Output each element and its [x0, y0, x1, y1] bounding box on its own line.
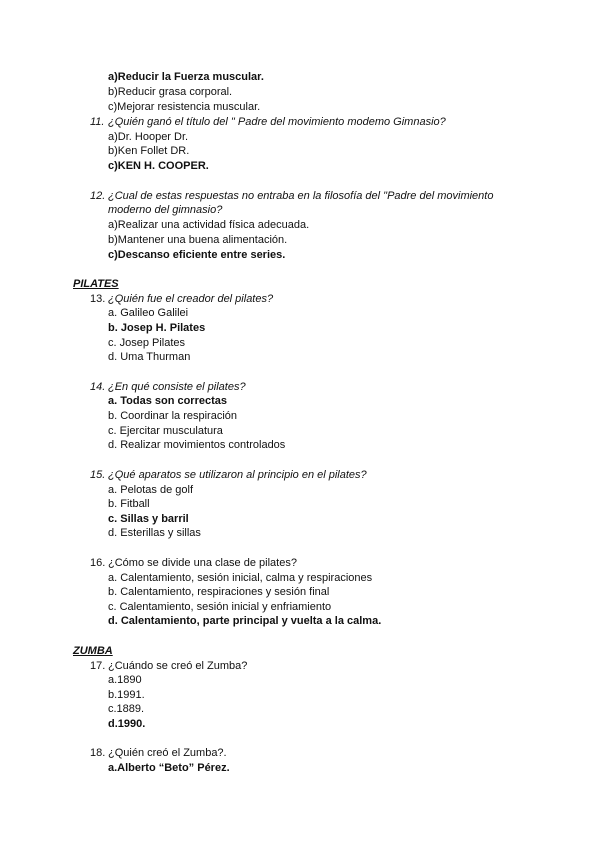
answer-option-correct: d.1990. — [108, 718, 146, 730]
answer-option: a. Galileo Galilei — [108, 307, 189, 319]
answer-option: d. Realizar movimientos controlados — [108, 439, 286, 451]
question-number: 16. — [90, 557, 106, 569]
answer-option-correct: b. Josep H. Pilates — [108, 322, 206, 334]
section-heading-pilates: PILATES — [73, 278, 119, 290]
answer-option-correct: a)Reducir la Fuerza muscular. — [108, 71, 264, 83]
answer-option: b)Ken Follet DR. — [108, 145, 190, 157]
question-text: ¿Cual de estas respuestas no entraba en la filosofía del "Padre del movimiento — [108, 190, 494, 202]
question-number: 13. — [90, 293, 106, 305]
question-text: ¿En qué consiste el pilates? — [108, 381, 246, 393]
answer-option: d. Esterillas y sillas — [108, 527, 201, 539]
answer-option: b. Calentamiento, respiraciones y sesión final — [108, 586, 330, 598]
question-text: ¿Qué aparatos se utilizaron al principio en el pilates? — [108, 469, 367, 481]
question-text: ¿Quién ganó el título del " Padre del movimiento modemo Gimnasio? — [108, 116, 446, 128]
answer-option-correct: c)KEN H. COOPER. — [108, 160, 209, 172]
answer-option: a)Realizar una actividad física adecuada. — [108, 219, 310, 231]
answer-option: c)Mejorar resistencia muscular. — [108, 101, 261, 113]
question-text: ¿Cuándo se creó el Zumba? — [108, 660, 248, 672]
question-number: 12. — [90, 190, 106, 202]
question-number: 15. — [90, 469, 106, 481]
answer-option: b)Reducir grasa corporal. — [108, 86, 233, 98]
answer-option: a.1890 — [108, 674, 142, 686]
question-text: ¿Quién creó el Zumba?. — [108, 747, 227, 759]
answer-option: b.1991. — [108, 689, 145, 701]
question-text-continued: moderno del gimnasio? — [108, 204, 223, 216]
question-number: 14. — [90, 381, 106, 393]
answer-option: c.1889. — [108, 703, 145, 715]
answer-option: b. Coordinar la respiración — [108, 410, 238, 422]
answer-option: a)Dr. Hooper Dr. — [108, 131, 189, 143]
question-text: ¿Cómo se divide una clase de pilates? — [108, 557, 297, 569]
answer-option: a. Pelotas de golf — [108, 484, 194, 496]
answer-option-correct: c. Sillas y barril — [108, 513, 189, 525]
answer-option: b)Mantener una buena alimentación. — [108, 234, 288, 246]
question-number: 17. — [90, 660, 106, 672]
answer-option-correct: a. Todas son correctas — [108, 395, 228, 407]
question-text: ¿Quién fue el creador del pilates? — [108, 293, 274, 305]
answer-option: c. Josep Pilates — [108, 337, 186, 349]
answer-option: d. Uma Thurman — [108, 351, 191, 363]
question-number: 11. — [90, 116, 105, 128]
answer-option: c. Ejercitar musculatura — [108, 425, 223, 437]
question-number: 18. — [90, 747, 106, 759]
answer-option: c. Calentamiento, sesión inicial y enfriamiento — [108, 601, 332, 613]
answer-option-correct: a.Alberto “Beto” Pérez. — [108, 762, 230, 774]
answer-option-correct: c)Descanso eficiente entre series. — [108, 249, 286, 261]
answer-option: b. Fitball — [108, 498, 150, 510]
answer-option: a. Calentamiento, sesión inicial, calma y respiraciones — [108, 572, 373, 584]
answer-option-correct: d. Calentamiento, parte principal y vuelta a la calma. — [108, 615, 382, 627]
section-heading-zumba: ZUMBA — [73, 645, 113, 657]
